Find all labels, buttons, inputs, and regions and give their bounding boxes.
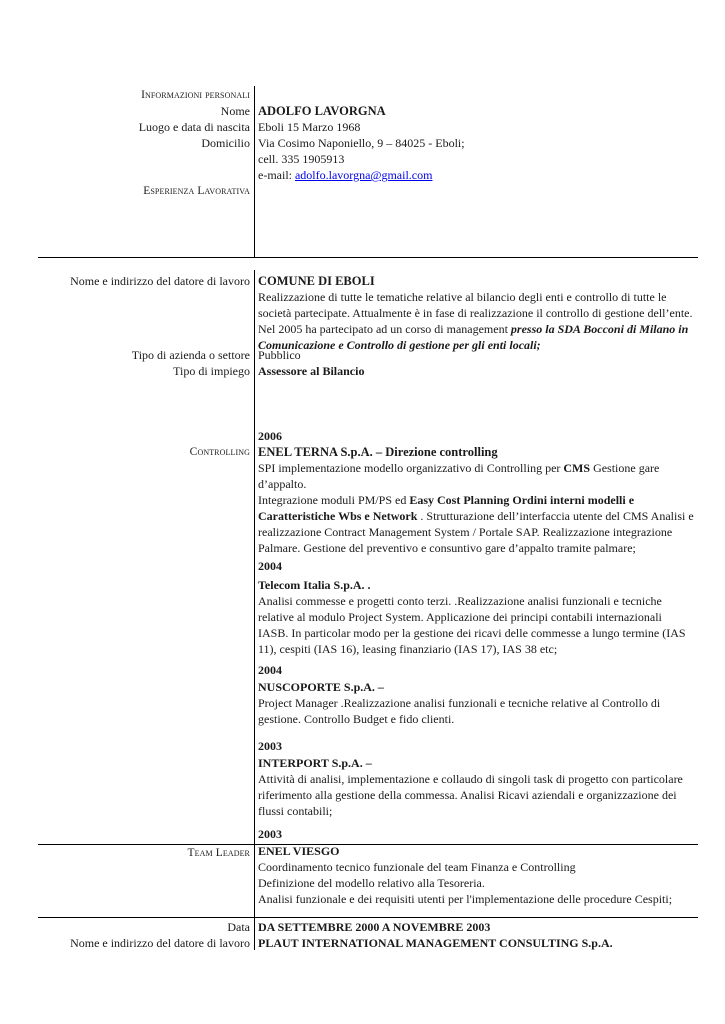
job-nuscoporte <box>258 662 694 727</box>
job-telecom <box>258 558 694 657</box>
team-leader-company: ENEL VIESGO <box>258 844 340 858</box>
job-year: 2006 <box>258 429 282 443</box>
comune-employer-label: Nome e indirizzo del datore di lavoro <box>70 274 250 288</box>
job-text: SPI implementazione modello organizzativo di Controlling per <box>258 461 564 475</box>
job-text-bold: CMS <box>563 461 591 475</box>
column-divider-team <box>254 844 255 918</box>
experience-heading: Esperienza Lavorativa <box>143 185 250 197</box>
job-text: Integrazione moduli PM/PS ed <box>258 493 410 507</box>
personal-info-heading: Informazioni personali <box>141 89 250 101</box>
job-year: 2004 <box>258 559 282 573</box>
plaut-date-label: Data <box>227 920 250 934</box>
team-leader-block <box>258 843 694 907</box>
comune-block <box>258 273 694 353</box>
plaut-employer-value: PLAUT INTERNATIONAL MANAGEMENT CONSULTING S.p.A. <box>258 936 613 950</box>
section-divider-1 <box>38 257 698 258</box>
plaut-date-value: DA SETTEMBRE 2000 A NOVEMBRE 2003 <box>258 920 491 934</box>
team-leader-line: Coordinamento tecnico funzionale del team Finanza e Controlling <box>258 860 576 874</box>
email-link[interactable]: adolfo.lavorgna@gmail.com <box>294 168 433 182</box>
sector-value: Pubblico <box>258 348 301 362</box>
email-line <box>258 167 694 183</box>
team-leader-heading: Team Leader <box>187 847 250 859</box>
role-label: Tipo di impiego <box>173 364 250 378</box>
job-year: 2004 <box>258 663 282 677</box>
column-divider-main <box>254 270 255 845</box>
job-description <box>258 492 694 556</box>
column-divider-top <box>254 86 255 258</box>
job-enel-terna <box>258 428 694 556</box>
role-value: Assessore al Bilancio <box>258 364 365 378</box>
comune-description: Realizzazione di tutte le tematiche relative al bilancio degli enti e controllo di tutte le società partecipate. Attualmente è in fase di realizzazione il controllo di gestione dell’ente. <box>258 290 693 320</box>
birth-value: Eboli 15 Marzo 1968 <box>258 120 361 134</box>
job-description: Analisi commesse e progetti conto terzi. .Realizzazione analisi funzionali e tecniche relative al modulo Project System. Applicazione dei principi contabili internazionali IASB. In particolar modo per la gestione dei ricavi delle commesse a lungo termine (IAS 11), cespiti (IAS 16), leasing finanziario (IAS 17), IAS 38 etc; <box>258 594 686 656</box>
cell-value: cell. 335 1905913 <box>258 152 345 166</box>
job-text-bold: Easy Cost Planning Ordini interni modelli e Caratteristiche Wbs e Network <box>258 493 635 523</box>
name-label: Nome <box>220 104 250 118</box>
comune-employer-value: COMUNE DI EBOLI <box>258 274 375 288</box>
controlling-heading: Controlling <box>189 446 250 458</box>
job-company: INTERPORT S.p.A. – <box>258 756 372 770</box>
job-description: Project Manager .Realizzazione analisi funzionali e tecniche relative al Controllo di gestione. Controllo Budget e fido clienti. <box>258 696 661 726</box>
comune-course-prefix: Nel 2005 ha partecipato ad un corso di management <box>258 322 511 336</box>
job-interport <box>258 738 694 819</box>
job-description: Attività di analisi, implementazione e collaudo di singoli task di progetto con particolare riferimento alla gestione della commessa. Analisi Ricavi aziendali e organizzazione dei flussi contabili; <box>258 772 683 818</box>
name-value: ADOLFO LAVORGNA <box>258 104 386 118</box>
email-prefix: e-mail: <box>258 168 295 182</box>
job-company: NUSCOPORTE S.p.A. – <box>258 680 384 694</box>
job-text: Gestione gare d’appalto. <box>258 461 660 491</box>
job-text: . Strutturazione dell’interfaccia utente del CMS Analisi e realizzazione Contract Management System / Portale SAP. Realizzazione integrazione Palmare. Gestione del preventivo e consuntivo gare d’appalto tramite palmare; <box>258 509 694 555</box>
birth-label: Luogo e data di nascita <box>138 120 250 134</box>
sector-label: Tipo di azienda o settore <box>131 348 250 362</box>
plaut-employer-label: Nome e indirizzo del datore di lavoro <box>70 936 250 950</box>
address-label: Domicilio <box>201 136 250 150</box>
team-leader-line: Definizione del modello relativo alla Tesoreria. <box>258 876 485 890</box>
address-block <box>258 135 694 183</box>
section-divider-3 <box>38 917 698 918</box>
team-leader-line: Analisi funzionale e dei requisiti utenti per l'implementazione delle procedure Cespiti; <box>258 892 673 906</box>
job-year: 2003 <box>258 739 282 753</box>
column-divider-bottom <box>254 917 255 950</box>
job-company: ENEL TERNA S.p.A. – Direzione controlling <box>258 445 498 459</box>
job-company: Telecom Italia S.p.A. . <box>258 578 371 592</box>
next-job-year: 2003 <box>258 827 282 841</box>
job-description <box>258 460 694 492</box>
comune-course-emphasis: presso la SDA Bocconi di Milano in Comunicazione e Controllo di gestione per gli enti locali; <box>258 322 689 352</box>
address-value: Via Cosimo Naponiello, 9 – 84025 - Eboli; <box>258 136 465 150</box>
